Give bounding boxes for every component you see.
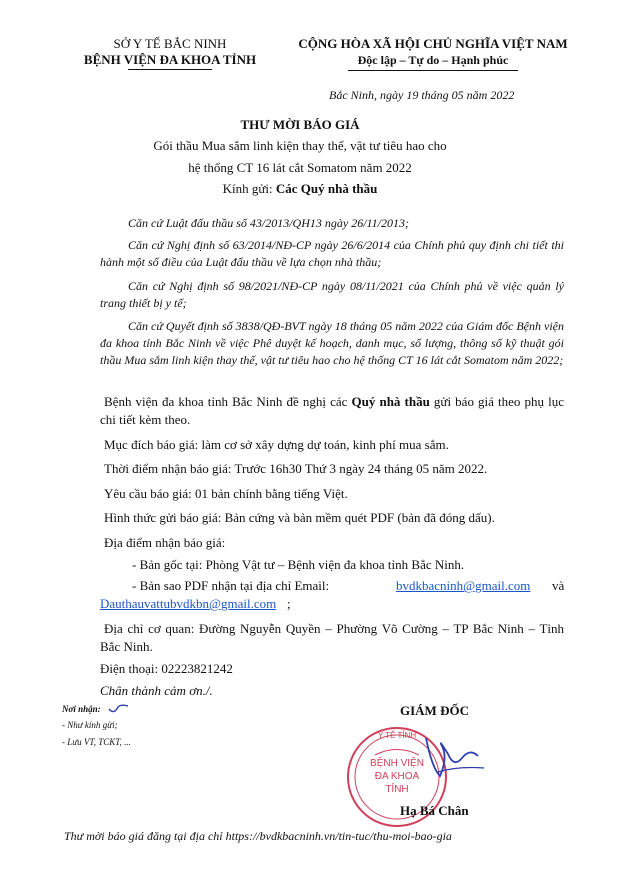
invitation-paragraph bbox=[100, 393, 564, 429]
department-name: SỞ Y TẾ BẮC NINH bbox=[113, 36, 227, 51]
signature-mark-icon bbox=[108, 703, 130, 715]
invitation-bold: Quý nhà thầu bbox=[351, 394, 430, 409]
signer-name: Hạ Bá Chân bbox=[400, 803, 469, 818]
recipient-line bbox=[160, 181, 440, 197]
publication-note: Thư mời báo giá đăng tại địa chỉ https://bvdkbacninh.vn/tin-tuc/thu-moi-bao-gia bbox=[64, 829, 452, 843]
package-line-2: hệ thống CT 16 lát cắt Somatom năm 2022 bbox=[188, 160, 412, 175]
and-word: và bbox=[552, 578, 565, 593]
signature-icon bbox=[418, 728, 488, 788]
place-label: Địa điểm nhận báo giá: bbox=[104, 535, 226, 550]
issue-date: Bắc Ninh, ngày 19 tháng 05 năm 2022 bbox=[329, 88, 515, 102]
legal-basis-2: Căn cứ Nghị định số 63/2014/NĐ-CP ngày 26/6/2014 của Chính phủ quy định chi tiết thi hành một số điều của Luật đấu thầu về lựa chọn nhà thầu; bbox=[100, 238, 564, 269]
recipient-value: Các Quý nhà thầu bbox=[275, 181, 378, 196]
motto: Độc lập – Tự do – Hạnh phúc bbox=[357, 53, 509, 67]
place-hard-copy: - Bản gốc tại: Phòng Vật tư – Bệnh viện đa khoa tỉnh Bắc Ninh. bbox=[132, 557, 465, 572]
email-link-2[interactable]: Dauthauvattubvdkbn@gmail.com bbox=[100, 596, 277, 611]
signer-title: GIÁM ĐỐC bbox=[400, 703, 469, 718]
legal-basis-1: Căn cứ Luật đấu thầu số 43/2013/QH13 ngày 26/11/2013; bbox=[128, 216, 409, 230]
recipients-label: Nơi nhận: bbox=[62, 704, 101, 714]
invitation-post: gửi báo giá theo phụ lục chi tiết kèm theo. bbox=[100, 394, 564, 427]
stamp-ring-text: Y TẾ TỈNH bbox=[377, 731, 417, 740]
recipient-2: - Lưu VT, TCKT, ... bbox=[62, 737, 131, 747]
address-paragraph: Địa chỉ cơ quan: Đường Nguyễn Quyền – Phường Võ Cường – TP Bắc Ninh – Tỉnh Bắc Ninh. bbox=[100, 621, 564, 654]
legal-basis-4: Căn cứ Quyết định số 3838/QĐ-BVT ngày 18 tháng 05 năm 2022 của Giám đốc Bệnh viện đa khoa tỉnh Bắc Ninh về việc Phê duyệt kế hoạch, danh mục, số lượng, thông số kỹ thuật gói thầu Mua sắm linh kiện thay thế, vật tư tiêu hao cho hệ thống CT 16 lát cắt Somatom năm 2022; bbox=[100, 319, 564, 367]
place-pdf-label: - Bản sao PDF nhận tại địa chỉ Email: bbox=[132, 578, 330, 593]
hospital-underline bbox=[128, 69, 212, 70]
email-2-tail: ; bbox=[287, 596, 291, 611]
email-link-1[interactable]: bvdkbacninh@gmail.com bbox=[396, 578, 531, 593]
invitation-pre: Bệnh viện đa khoa tỉnh Bắc Ninh đề nghị các bbox=[104, 394, 352, 409]
phone-line: Điện thoại: 02223821242 bbox=[100, 661, 233, 676]
hospital-name: BỆNH VIỆN ĐA KHOA TỈNH bbox=[83, 52, 257, 67]
thanks-line: Chân thành cảm ơn./. bbox=[100, 683, 213, 698]
legal-basis-3: Căn cứ Nghị định số 98/2021/NĐ-CP ngày 08/11/2021 của Chính phủ về việc quản lý trang thiết bị y tế; bbox=[100, 279, 564, 310]
nation-name: CỘNG HÒA XÃ HỘI CHỦ NGHĨA VIỆT NAM bbox=[298, 36, 568, 51]
package-line-1: Gói thầu Mua sắm linh kiện thay thế, vật tư tiêu hao cho bbox=[153, 138, 447, 153]
recipient-1: - Như kính gửi; bbox=[62, 720, 118, 730]
motto-underline bbox=[348, 70, 518, 71]
deadline-line: Thời điểm nhận báo giá: Trước 16h30 Thứ 3 ngày 24 tháng 05 năm 2022. bbox=[104, 461, 488, 476]
stamp-text: BỆNH VIỆN ĐA KHOA TỈNH bbox=[370, 758, 424, 795]
recipient-label: Kính gửi: bbox=[222, 181, 276, 196]
method-line: Hình thức gửi báo giá: Bản cứng và bản mềm quét PDF (bản đã đóng dấu). bbox=[104, 510, 495, 525]
requirement-line: Yêu cầu báo giá: 01 bản chính bằng tiếng Việt. bbox=[104, 486, 348, 501]
letter-title: THƯ MỜI BÁO GIÁ bbox=[240, 117, 360, 132]
purpose-line: Mục đích báo giá: làm cơ sở xây dựng dự toán, kinh phí mua sắm. bbox=[104, 437, 449, 452]
